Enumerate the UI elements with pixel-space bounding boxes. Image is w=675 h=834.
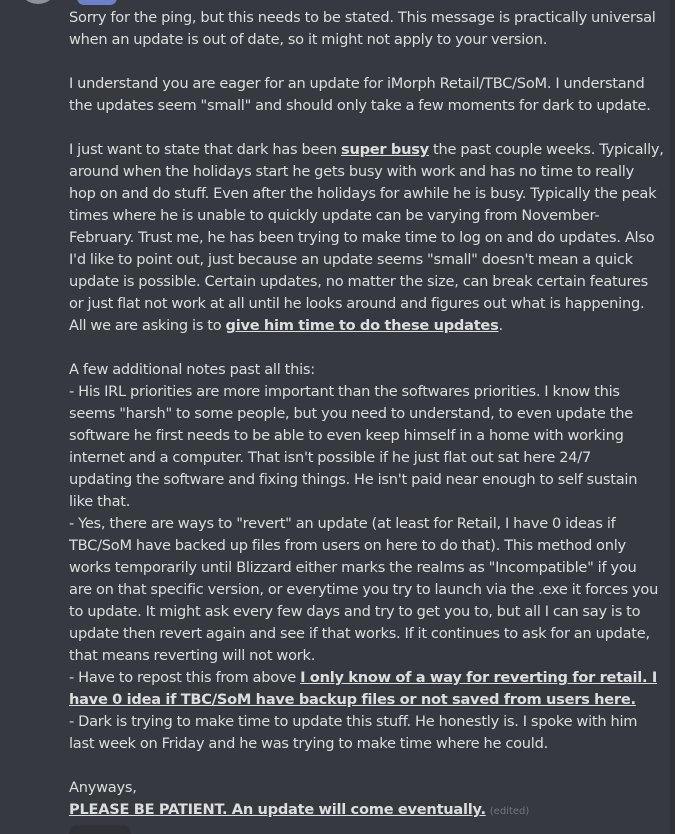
paragraph-3 [69,139,664,337]
text-line [69,139,664,161]
text-line: around when the holidays start he gets busy with work and has no time to really [69,163,634,180]
text-segment: the past couple weeks. Typically, [428,141,664,158]
closing-emphasis: PLEASE BE PATIENT. An update will come eventually. [69,801,486,818]
text-line: like that. [69,493,131,510]
role-tag[interactable] [77,0,117,5]
text-line: times where he is unable to quickly update can be varying from November- [69,207,600,224]
text-line: hop on and do stuff. Even after the holidays for awhile he is busy. Typically the peak [69,185,657,202]
emphasis-text: give him time to do these updates [225,317,499,334]
text-line: - His IRL priorities are more important than the softwares priorities. I know this [69,383,620,400]
paragraph-2 [69,73,651,117]
text-line [69,315,641,337]
text-segment: I just want to state that dark has been [69,141,342,158]
text-line: February. Trust me, he has been trying to make time to log on and do updates. Also [69,229,655,246]
message-content [69,7,664,834]
text-line: Anyways, [69,779,137,796]
text-line [69,799,641,821]
text-line: works temporarily until Blizzard either marks the realms as "Incompatible" if you [69,559,637,576]
paragraph-5 [69,777,641,821]
text-line: software he first needs to be able to even keep himself in a home with working [69,427,624,444]
text-segment: All we are asking is to [69,317,226,334]
emphasis-text: super busy [341,141,429,158]
text-line [69,667,658,689]
text-line: the updates seem "small" and should only take a few moments for dark to update. [69,97,651,114]
text-line: when an update is out of date, so it might not apply to your version. [69,31,548,48]
paragraph-1 [69,7,656,51]
text-line: A few additional notes past all this: [69,361,315,378]
reaction-chip[interactable] [69,825,131,834]
text-line: update then revert again and see if that works. If it continues to ask for an update, [69,625,650,642]
text-line: Sorry for the ping, but this needs to be stated. This message is practically universal [69,9,656,26]
text-segment: . [498,317,503,334]
text-line [69,689,641,711]
text-segment: - Have to repost this from above [69,669,301,686]
text-line: I understand you are eager for an update for iMorph Retail/TBC/SoM. I understand [69,75,645,92]
text-line: seems "harsh" to some people, but you need to understand, to even update the [69,405,633,422]
text-line: - Yes, there are ways to "revert" an update (at least for Retail, I have 0 ideas if [69,515,616,532]
text-line: - Dark is trying to make time to update this stuff. He honestly is. I spoke with him [69,713,638,730]
text-line: that means reverting will not work. [69,647,316,664]
paragraph-4 [69,359,659,755]
text-line: or just flat not work at all until he looks around and figures out what is happening. [69,295,645,312]
text-line: to update. It might ask every few days and try to get you to, but all I can say is to [69,603,641,620]
text-line: I'd like to point out, just because an update seems "small" doesn't mean a quick [69,251,633,268]
text-line: TBC/SoM have backed up files from users on here to do that). This method only [69,537,626,554]
text-line: update is possible. Certain updates, no matter the size, can break certain features [69,273,649,290]
edited-label: (edited) [489,806,530,817]
text-line: last week on Friday and he was trying to make time where he could. [69,735,548,752]
emphasis-text: I only know of a way for reverting for retail. I [300,669,658,686]
emphasis-text: have 0 idea if TBC/SoM have backup files or not saved from users here. [69,691,636,708]
avatar[interactable] [18,0,58,4]
text-line: updating the software and fixing things. He isn't paid near enough to self sustain [69,471,638,488]
scrollbar-track[interactable] [670,0,675,834]
text-line: are on that specific version, or everytime you try to launch via the .exe it forces you [69,581,659,598]
text-line: internet and a computer. That isn't possible if he just flat out sat here 24/7 [69,449,591,466]
